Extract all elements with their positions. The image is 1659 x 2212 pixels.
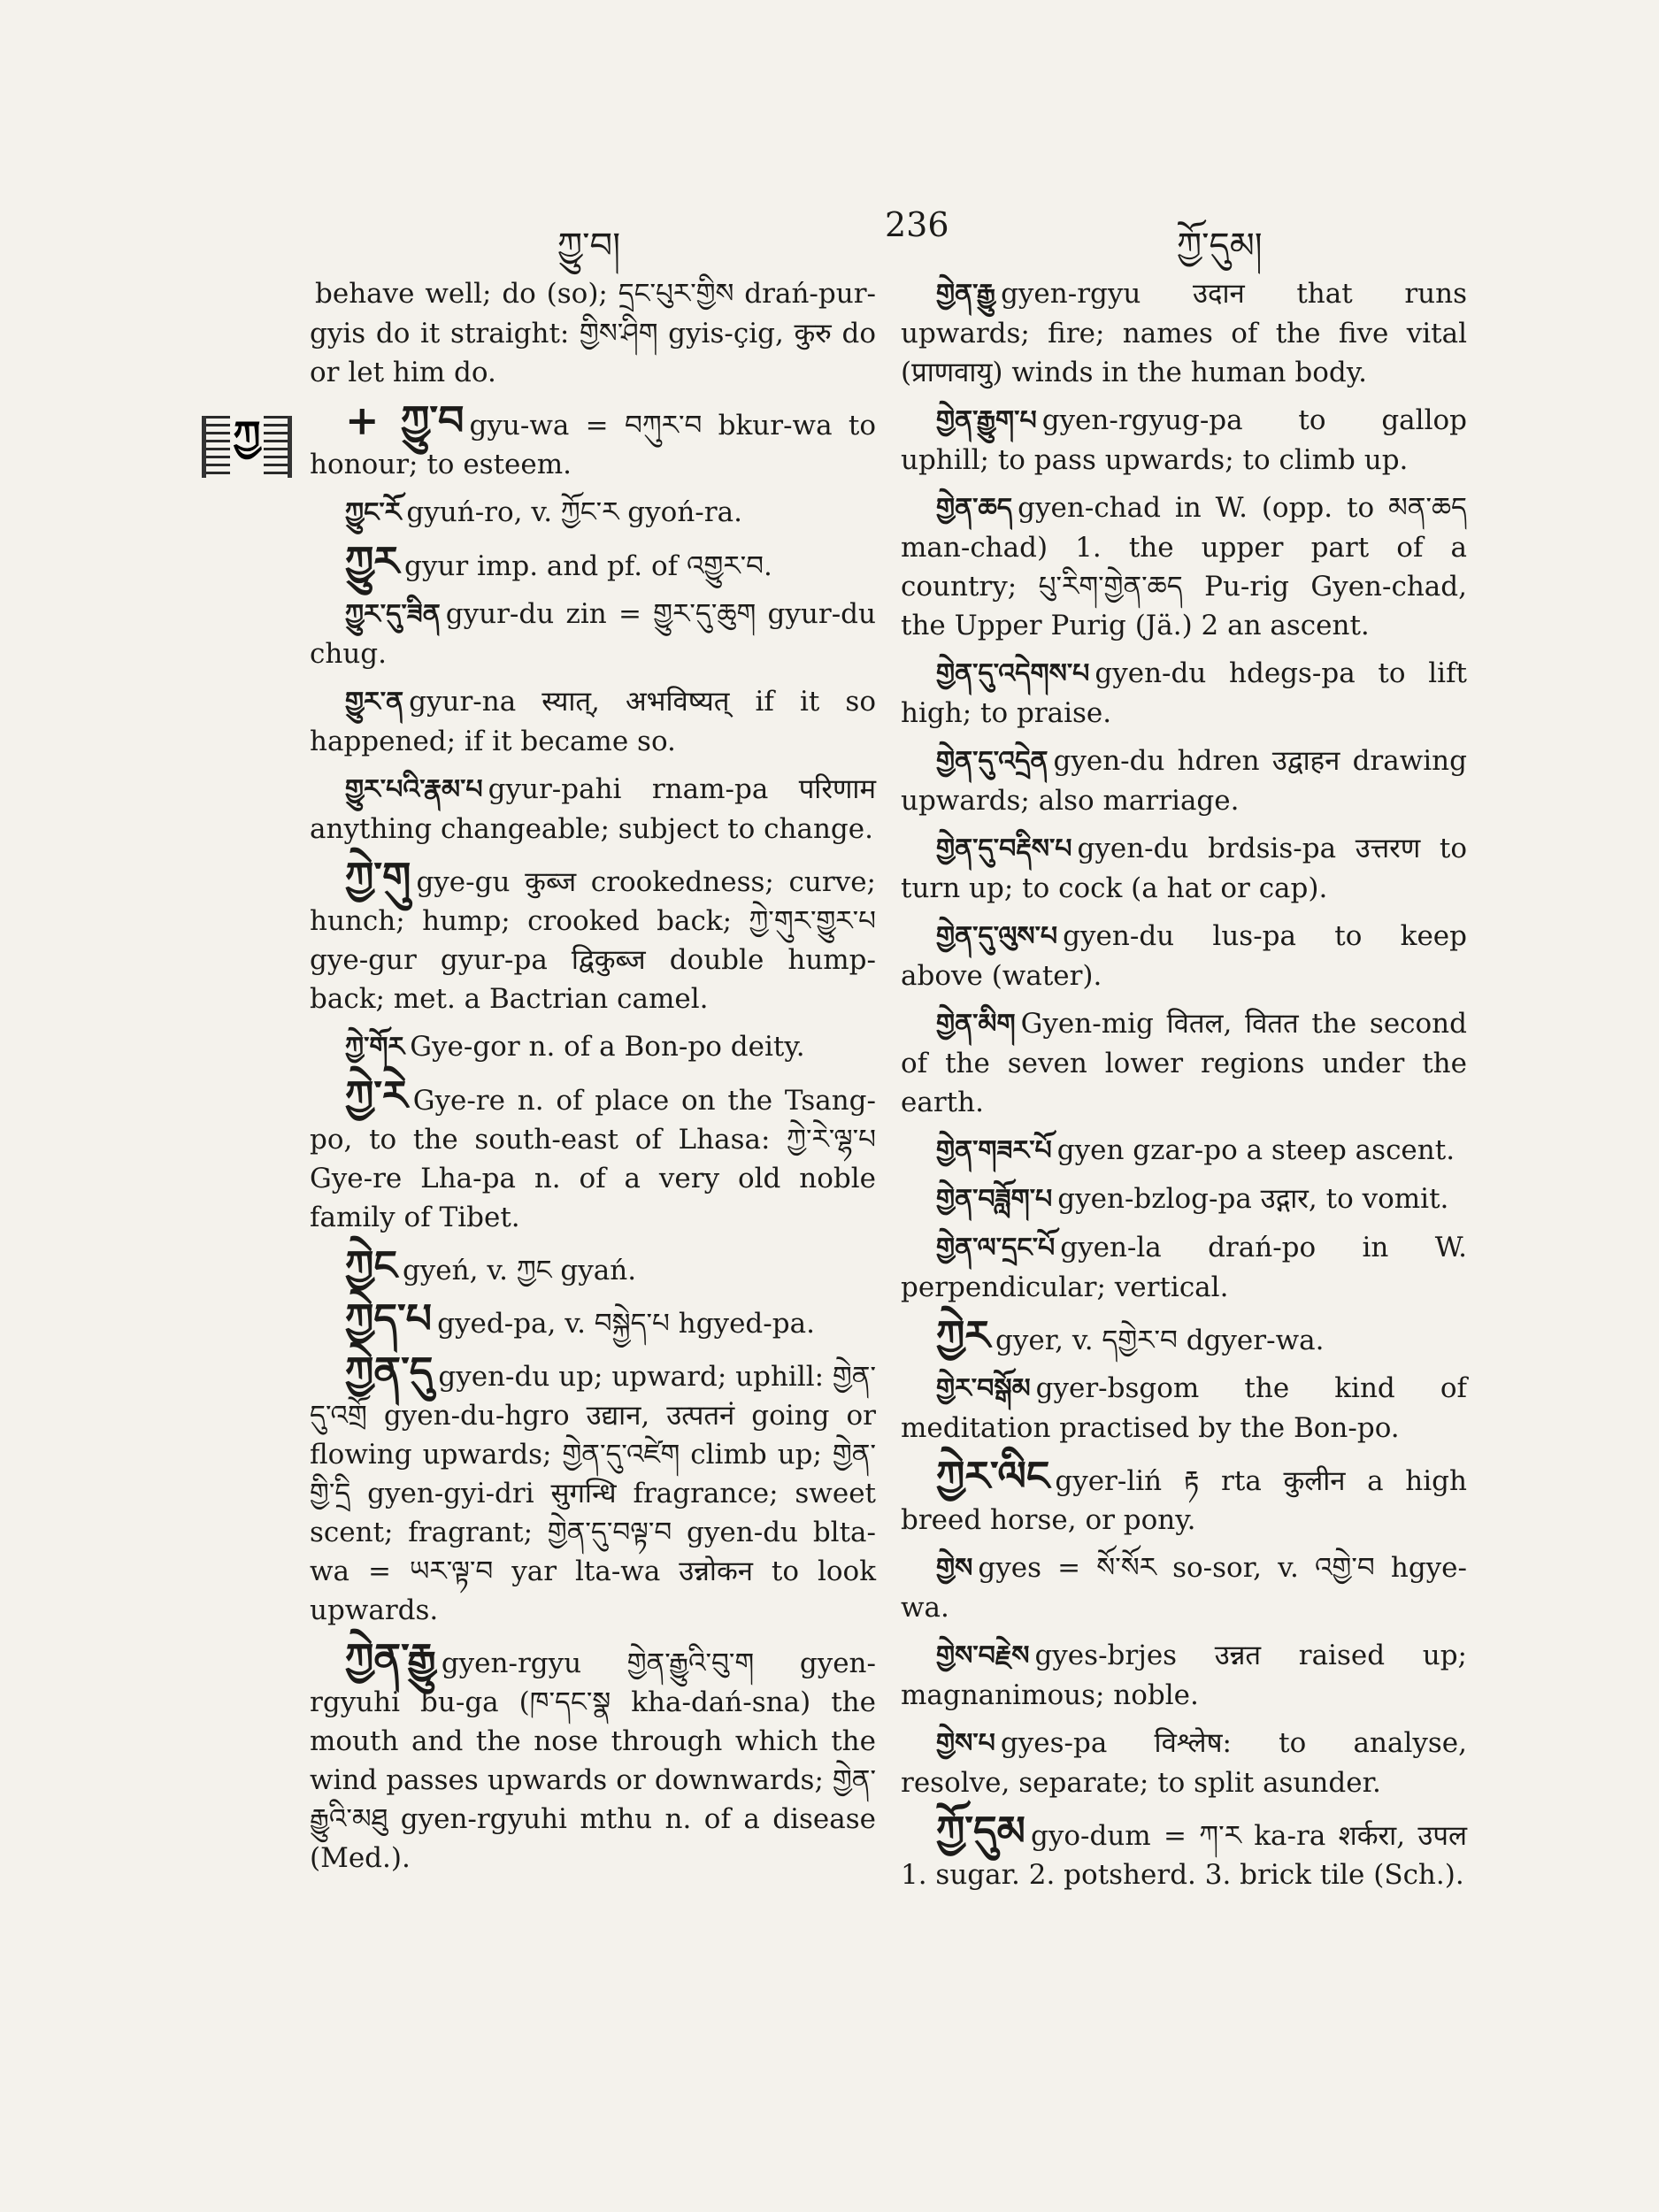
- entry-headword: གྱེན་རྒྱུ: [936, 279, 996, 310]
- entry-headword: གྱེན་རྒྱུག་པ: [936, 405, 1037, 436]
- entry-headword: ཀྱེ་རེ: [345, 1071, 408, 1119]
- dictionary-entry: [310, 853, 876, 1018]
- entry-headword: གྱེན་མིག: [936, 1009, 1016, 1040]
- dictionary-entry: [310, 1241, 876, 1290]
- dictionary-entry: [901, 401, 1467, 480]
- entry-headword: གྱེས་བརྗེས: [936, 1640, 1030, 1671]
- entry-headword: ཀྱེར་ལིང: [936, 1452, 1050, 1500]
- entry-headword: ཀྱོ་དུམ: [936, 1807, 1025, 1855]
- dictionary-entry: [901, 917, 1467, 995]
- dictionary-entry: [310, 1027, 876, 1067]
- dictionary-entry: [901, 1548, 1467, 1627]
- entry-headword: ཀྱེད་པ: [345, 1294, 433, 1342]
- dictionary-entry: [901, 1369, 1467, 1448]
- entry-definition: gyen gzar-po a steep ascent.: [1056, 1134, 1455, 1166]
- entry-headword: ཀྱེན་རྒྱུ: [345, 1634, 436, 1682]
- entry-definition: gyes = སོ་སོར so-sor, v. འགྱེ་བ hgye-wa.: [901, 1552, 1467, 1624]
- dictionary-entry: [901, 488, 1467, 645]
- entry-definition: gyuń-ro, v. ཀྱོང་ར gyoń-ra.: [406, 496, 742, 528]
- entry-headword: + ཀྱུ་བ: [345, 396, 465, 444]
- dictionary-entry: [901, 829, 1467, 908]
- entry-headword: ཀྱེན་དུ: [345, 1348, 434, 1395]
- entry-headword: ཀྱུང་རོ: [345, 497, 402, 528]
- dictionary-entry: [901, 1004, 1467, 1122]
- entry-definition: gye-gu कुब्ज crookedness; curve; hunch; hump; crooked back; ཀྱེ་གུར་གྱུར་པ gye-gur gyur-pa द्विकुब्ज double hump-back; met. a Bactrian camel.: [310, 866, 876, 1015]
- dictionary-entry: [310, 493, 876, 533]
- entry-headword: གྱེན་གཟར་པོ: [936, 1135, 1052, 1166]
- thumb-index-label: ཀྱ: [230, 392, 265, 502]
- dictionary-entry: [310, 1348, 876, 1630]
- page-number: 236: [885, 205, 949, 244]
- entry-definition: Gye-gor n. of a Bon-po deity.: [410, 1031, 805, 1063]
- entry-definition: gyer-bsgom the kind of meditation practised by the Bon-po.: [901, 1372, 1467, 1444]
- dictionary-entry: [901, 1452, 1467, 1540]
- running-head-left: ཀྱུ་བ།: [557, 226, 621, 266]
- entry-headword: ཀྱེ་གོར: [345, 1032, 405, 1063]
- dictionary-entry: [310, 274, 876, 392]
- entry-headword: གྱེན་དུ་ལུས་པ: [936, 921, 1058, 952]
- entry-definition: gyur-pahi rnam-pa परिणाम anything changeable; subject to change.: [310, 773, 876, 845]
- entry-definition: Gyen-mig वितल, वितत the second of the seven lower regions under the earth.: [901, 1008, 1467, 1118]
- entry-headword: ཀྱེར: [936, 1311, 991, 1359]
- dictionary-entry: [310, 1071, 876, 1237]
- entry-definition: gyen-chad in W. (opp. to མན་ཆད man-chad) 1. the upper part of a country; པུ་རིག་གྱེན་ཆད Pu-rig Gyen-chad, the Upper Purig (Jä.) 2 an ascent.: [901, 492, 1467, 641]
- entry-definition: gyen-du lus-pa to keep above (water).: [901, 920, 1467, 992]
- entry-definition: Gye-re n. of place on the Tsang-po, to the south-east of Lhasa: ཀྱེ་རེ་ལྷ་པ Gye-re Lha-pa n. of a very old noble family of Tibet.: [310, 1085, 876, 1233]
- entry-headword: གྱེས: [936, 1553, 973, 1584]
- entry-definition: behave well; do (so); དྲང་པུར་གྱིས drań-pur-gyis do it straight: གྱིས་ཤིག gyis-çig, कुरु do or let him do.: [310, 278, 876, 388]
- dictionary-entry: [901, 1179, 1467, 1219]
- entry-definition: gyur-na स्यात्, अभविष्यत् if it so happened; if it became so.: [310, 686, 876, 757]
- dictionary-entry: [310, 770, 876, 849]
- entry-definition: gyen-la drań-po in W. perpendicular; vertical.: [901, 1232, 1467, 1303]
- dictionary-entry: [310, 682, 876, 761]
- left-column: [310, 274, 876, 1886]
- dictionary-entry: [901, 654, 1467, 733]
- dictionary-entry: [901, 1807, 1467, 1894]
- entry-headword: ཀྱུར: [345, 537, 400, 585]
- entry-definition: gyo-dum = ཀ་ར ka-ra शर्करा, उपल 1. sugar. 2. potsherd. 3. brick tile (Sch.).: [901, 1820, 1467, 1891]
- entry-definition: gyer, v. དགྱེར་བ dgyer-wa.: [995, 1325, 1325, 1356]
- entry-headword: ཀྱེ་གུ: [345, 853, 411, 901]
- entry-headword: གྱེན་དུ་འདེགས་པ: [936, 658, 1090, 689]
- dictionary-entry: [310, 396, 876, 484]
- entry-definition: gyeń, v. ཀྱང gyań.: [402, 1255, 637, 1286]
- entry-headword: གྱེན་དུ་འདྲེན: [936, 746, 1048, 777]
- dictionary-entry: [901, 1228, 1467, 1307]
- entry-definition: gyen-bzlog-pa उद्गार, to vomit.: [1057, 1183, 1449, 1215]
- entry-definition: gyed-pa, v. བསྐྱེད་པ hgyed-pa.: [437, 1308, 815, 1340]
- entry-definition: gyes-pa विश्लेष: to analyse, resolve, separate; to split asunder.: [901, 1727, 1467, 1799]
- entry-headword: གྱེས་པ: [936, 1728, 995, 1759]
- entry-headword: གྱུར་པའི་རྣམ་པ: [345, 774, 483, 805]
- dictionary-entry: [901, 1636, 1467, 1715]
- dictionary-entry: [901, 274, 1467, 392]
- page-header: [292, 205, 1478, 266]
- right-column: [901, 274, 1467, 1903]
- entry-headword: གྱུར་ན: [345, 687, 404, 718]
- entry-definition: gyen-rgyu གྱེན་རྒྱུའི་བུ་ག gyen-rgyuhi bu-ga (ཁ་དང་སྣ kha-dań-sna) the mouth and the nose through which the wind passes upwards or downwards; གྱེན་རྒྱུའི་མཐུ gyen-rgyuhi mthu n. of a disease (Med.).: [310, 1647, 876, 1874]
- dictionary-entry: [310, 537, 876, 586]
- entry-definition: gyer-liń རྟ rta कुलीन a high breed horse, or pony.: [901, 1465, 1467, 1536]
- entry-headword: གྱེན་བཟློག་པ: [936, 1184, 1053, 1215]
- dictionary-entry: [901, 1724, 1467, 1802]
- dictionary-entry: [310, 1634, 876, 1878]
- entry-definition: gyur-du zin = གྱུར་དུ་ཆུག gyur-du chug.: [310, 598, 876, 670]
- dictionary-entry: [901, 1131, 1467, 1171]
- entry-definition: gyen-du up; upward; uphill: གྱེན་དུ་འགྲོ gyen-du-hgro उद्यान, उत्पतनं going or flowing upwards; གྱེན་དུ་འཛེག climb up; གྱེན་གྱི་དྲི gyen-gyi-dri सुगन्धि fragrance; sweet scent; fragrant; གྱེན་དུ་བལྟ་བ gyen-du blta-wa = ཡར་ལྟ་བ yar lta-wa उन्नोकन to look upwards.: [310, 1361, 876, 1626]
- dictionary-entry: [901, 1311, 1467, 1360]
- entry-headword: གྱེན་ལ་དྲང་པོ: [936, 1233, 1056, 1263]
- entry-definition: gyen-du brdsis-pa उत्तरण to turn up; to cock (a hat or cap).: [901, 833, 1467, 904]
- dictionary-entry: [901, 741, 1467, 820]
- entry-definition: gyu-wa = བཀུར་བ bkur-wa to honour; to esteem.: [310, 410, 876, 480]
- dictionary-entry: [310, 595, 876, 673]
- entry-headword: ཀྱུར་དུ་ཟིན: [345, 599, 441, 630]
- entry-headword: གྱེན་ཆད: [936, 493, 1013, 524]
- entry-headword: གྱེར་བསྒོམ: [936, 1373, 1031, 1404]
- entry-definition: gyen-rgyug-pa to gallop uphill; to pass upwards; to climb up.: [901, 404, 1467, 476]
- entry-definition: gyen-rgyu उदान that runs upwards; fire; names of the five vital (प्राणवायु) winds in the human body.: [901, 278, 1467, 388]
- running-head-right: ཀྱོ་དུམ།: [1177, 226, 1263, 266]
- entry-definition: gyen-du hdren उद्वाहन drawing upwards; also marriage.: [901, 745, 1467, 817]
- dictionary-entry: [310, 1294, 876, 1343]
- entry-definition: gyen-du hdegs-pa to lift high; to praise.: [901, 657, 1467, 729]
- thumb-index-tab: [202, 413, 292, 478]
- entry-headword: ཀྱེང: [345, 1241, 397, 1289]
- entry-headword: གྱེན་དུ་བརྡིས་པ: [936, 833, 1072, 864]
- entry-definition: gyur imp. and pf. of འགྱུར་བ.: [404, 550, 772, 582]
- entry-definition: gyes-brjes उन्नत raised up; magnanimous; noble.: [901, 1640, 1467, 1711]
